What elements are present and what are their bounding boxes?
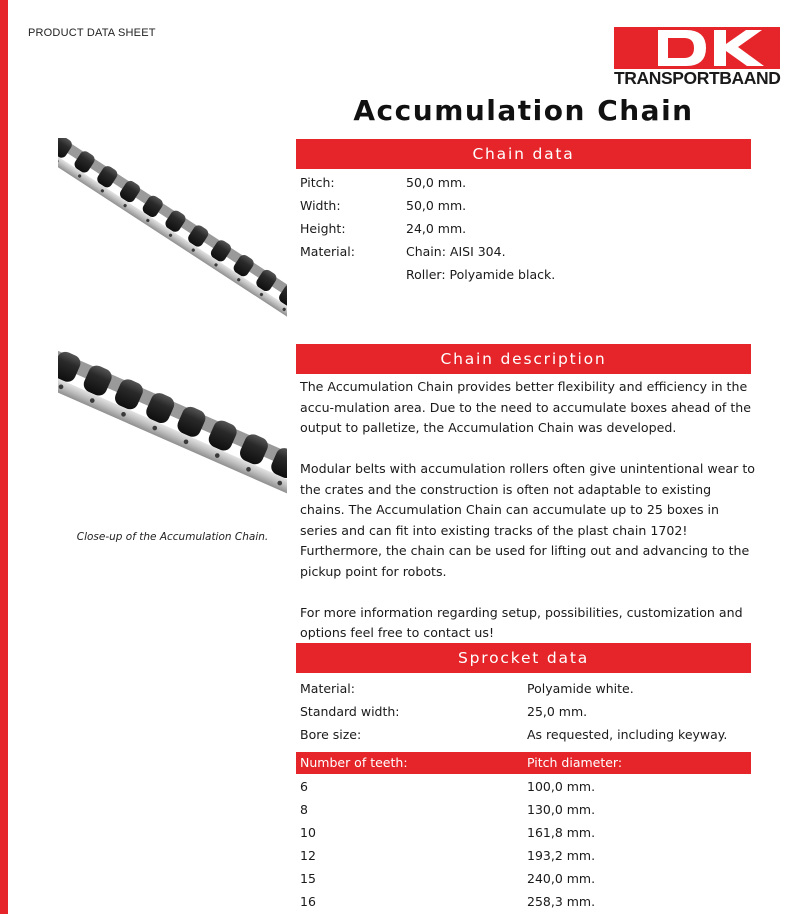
chain-graphic [58, 349, 287, 495]
document-type-label: PRODUCT DATA SHEET [28, 27, 156, 39]
sprocket-data-heading: Sprocket data [296, 643, 751, 673]
description-paragraph: Modular belts with accumulation rollers often give unintentional wear to the crates and the construction is often not adaptable to existing chains. The Accumulation Chain can accumulate up to 25 boxes in series and can fit into existing tracks of the plast chain 1702! Furthermore, the chain can be used for lifting out and advancing to the pickup point for robots. [300, 461, 755, 579]
diameter-column-header: Pitch diameter: [527, 755, 623, 770]
chain-data-label: Pitch: [300, 175, 335, 190]
teeth-cell: 15 [300, 871, 316, 886]
dk-transportbaand-logo [614, 27, 780, 89]
chain-data-value: 24,0 mm. [406, 221, 467, 236]
left-accent-bar [0, 0, 8, 914]
dk-logo-mark [614, 27, 780, 69]
chain-data-label: Height: [300, 221, 346, 236]
sprocket-data-value: As requested, including keyway. [527, 727, 728, 742]
description-paragraph: The Accumulation Chain provides better flexibility and efficiency in the accu-mulation area. Due to the need to accumulate boxes ahead of the output to palletize, the Accumulation Chain was developed. [300, 379, 752, 435]
logo-subtitle: TRANSPORTBAAND [614, 68, 781, 88]
chain-data-value: Chain: AISI 304. [406, 244, 506, 259]
sprocket-data-label: Standard width: [300, 704, 400, 719]
chain-photo-2 [58, 349, 287, 495]
chain-data-value: 50,0 mm. [406, 198, 467, 213]
chain-image-angled [58, 138, 287, 322]
diameter-cell: 193,2 mm. [527, 848, 596, 863]
diameter-cell: 161,8 mm. [527, 825, 596, 840]
chain-side-plate [58, 150, 287, 321]
image-caption: Close-up of the Accumulation Chain. [76, 531, 269, 543]
sprocket-data-value: 25,0 mm. [527, 704, 588, 719]
sprocket-data-label: Material: [300, 681, 355, 696]
diameter-cell: 100,0 mm. [527, 779, 596, 794]
teeth-cell: 10 [300, 825, 316, 840]
chain-data-value: Roller: Polyamide black. [406, 267, 556, 282]
diameter-cell: 258,3 mm. [527, 894, 596, 909]
chain-graphic [58, 138, 287, 321]
teeth-cell: 6 [300, 779, 308, 794]
chain-image-closeup [58, 349, 287, 495]
teeth-cell: 16 [300, 894, 316, 909]
diameter-cell: 240,0 mm. [527, 871, 596, 886]
chain-roller [58, 349, 83, 384]
teeth-cell: 8 [300, 802, 308, 817]
sprocket-data-label: Bore size: [300, 727, 362, 742]
diameter-cell: 130,0 mm. [527, 802, 596, 817]
teeth-column-header: Number of teeth: [300, 755, 408, 770]
chain-description-body [300, 377, 755, 664]
chain-description-heading: Chain description [296, 344, 751, 374]
sprocket-table-header [296, 752, 751, 774]
page-title: Accumulation Chain [353, 94, 694, 127]
chain-data-label: Material: [300, 244, 355, 259]
teeth-cell: 12 [300, 848, 316, 863]
chain-photo-1 [58, 138, 287, 322]
chain-data-heading: Chain data [296, 139, 751, 169]
chain-data-label: Width: [300, 198, 341, 213]
sprocket-data-value: Polyamide white. [527, 681, 634, 696]
chain-data-value: 50,0 mm. [406, 175, 467, 190]
description-paragraph: For more information regarding setup, possibilities, customization and options feel free to contact us! [300, 604, 743, 640]
